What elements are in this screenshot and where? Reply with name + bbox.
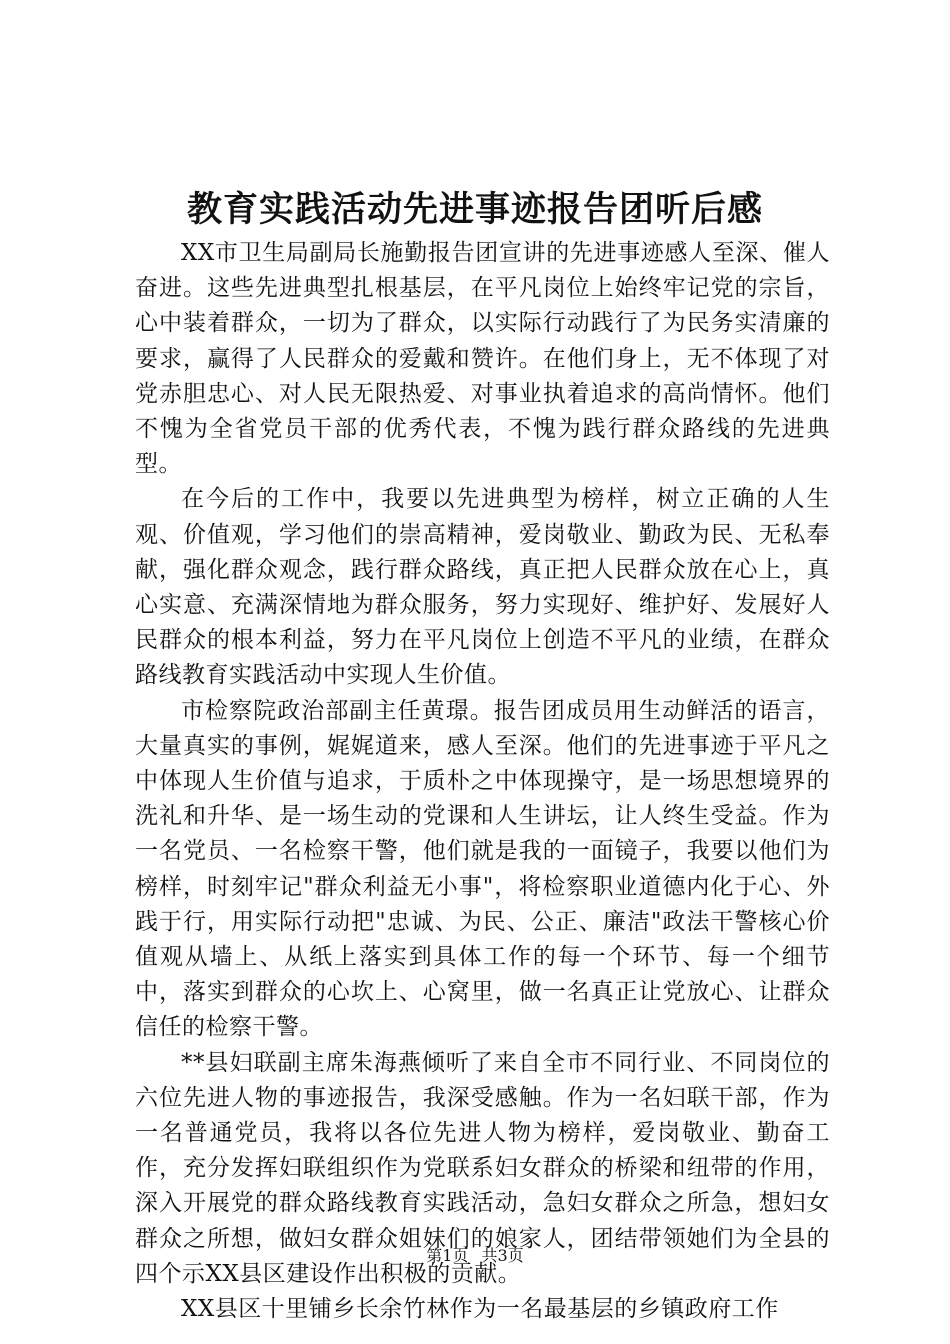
document-title: 教育实践活动先进事迹报告团听后感 <box>186 189 763 230</box>
paragraph-4: **县妇联副主席朱海燕倾听了来自全市不同行业、不同岗位的六位先进人物的事迹报告，我深受感触。作为一名妇联干部，作为一名普通党员，我将以各位先进人物为榜样，爱岗敬业、勤奋工作，充分发挥妇联组织作为党联系妇女群众的桥梁和纽带的作用，深入开展党的群众路线教育实践活动，急妇女群众之所急，想妇女群众之所想，做妇女群众姐妹们的娘家人，团结带领她们为全县的四个示XX县区建设作出积极的贡献。 <box>135 1049 830 1287</box>
paragraph-1: XX市卫生局副局长施勤报告团宣讲的先进事迹感人至深、催人奋进。这些先进典型扎根基层，在平凡岗位上始终牢记党的宗旨，心中装着群众，一切为了群众，以实际行动践行了为民务实清廉的要求，赢得了人民群众的爱戴和赞许。在他们身上，无不体现了对党赤胆忠心、对人民无限热爱、对事业执着追求的高尚情怀。他们不愧为全省党员干部的优秀代表，不愧为践行群众路线的先进典型。 <box>135 240 830 478</box>
page-number: 第1页 <box>426 1246 469 1265</box>
page-total: 共3页 <box>481 1246 524 1265</box>
paragraph-2: 在今后的工作中，我要以先进典型为榜样，树立正确的人生观、价值观，学习他们的崇高精神，爱岗敬业、勤政为民、无私奉献，强化群众观念，践行群众路线，真正把人民群众放在心上，真心实意、充满深情地为群众服务，努力实现好、维护好、发展好人民群众的根本利益，努力在平凡岗位上创造不平凡的业绩，在群众路线教育实践活动中实现人生价值。 <box>135 486 830 689</box>
paragraph-3: 市检察院政治部副主任黄璟。报告团成员用生动鲜活的语言，大量真实的事例，娓娓道来，感人至深。他们的先进事迹于平凡之中体现人生价值与追求，于质朴之中体现操守，是一场思想境界的洗礼和升华、是一场生动的党课和人生讲坛，让人终生受益。作为一名党员、一名检察干警，他们就是我的一面镜子，我要以他们为榜样，时刻牢记"群众利益无小事"，将检察职业道德内化于心、外践于行，用实际行动把"忠诚、为民、公正、廉洁"政法干警核心价值观从墙上、从纸上落实到具体工作的每一个环节、每一个细节中，落实到群众的心坎上、心窝里，做一名真正让党放心、让群众信任的检察干警。 <box>135 697 830 1041</box>
page-footer <box>0 1246 950 1266</box>
paragraph-5: XX县区十里铺乡长余竹林作为一名最基层的乡镇政府工作 <box>181 1296 779 1323</box>
document-body <box>135 236 830 1327</box>
